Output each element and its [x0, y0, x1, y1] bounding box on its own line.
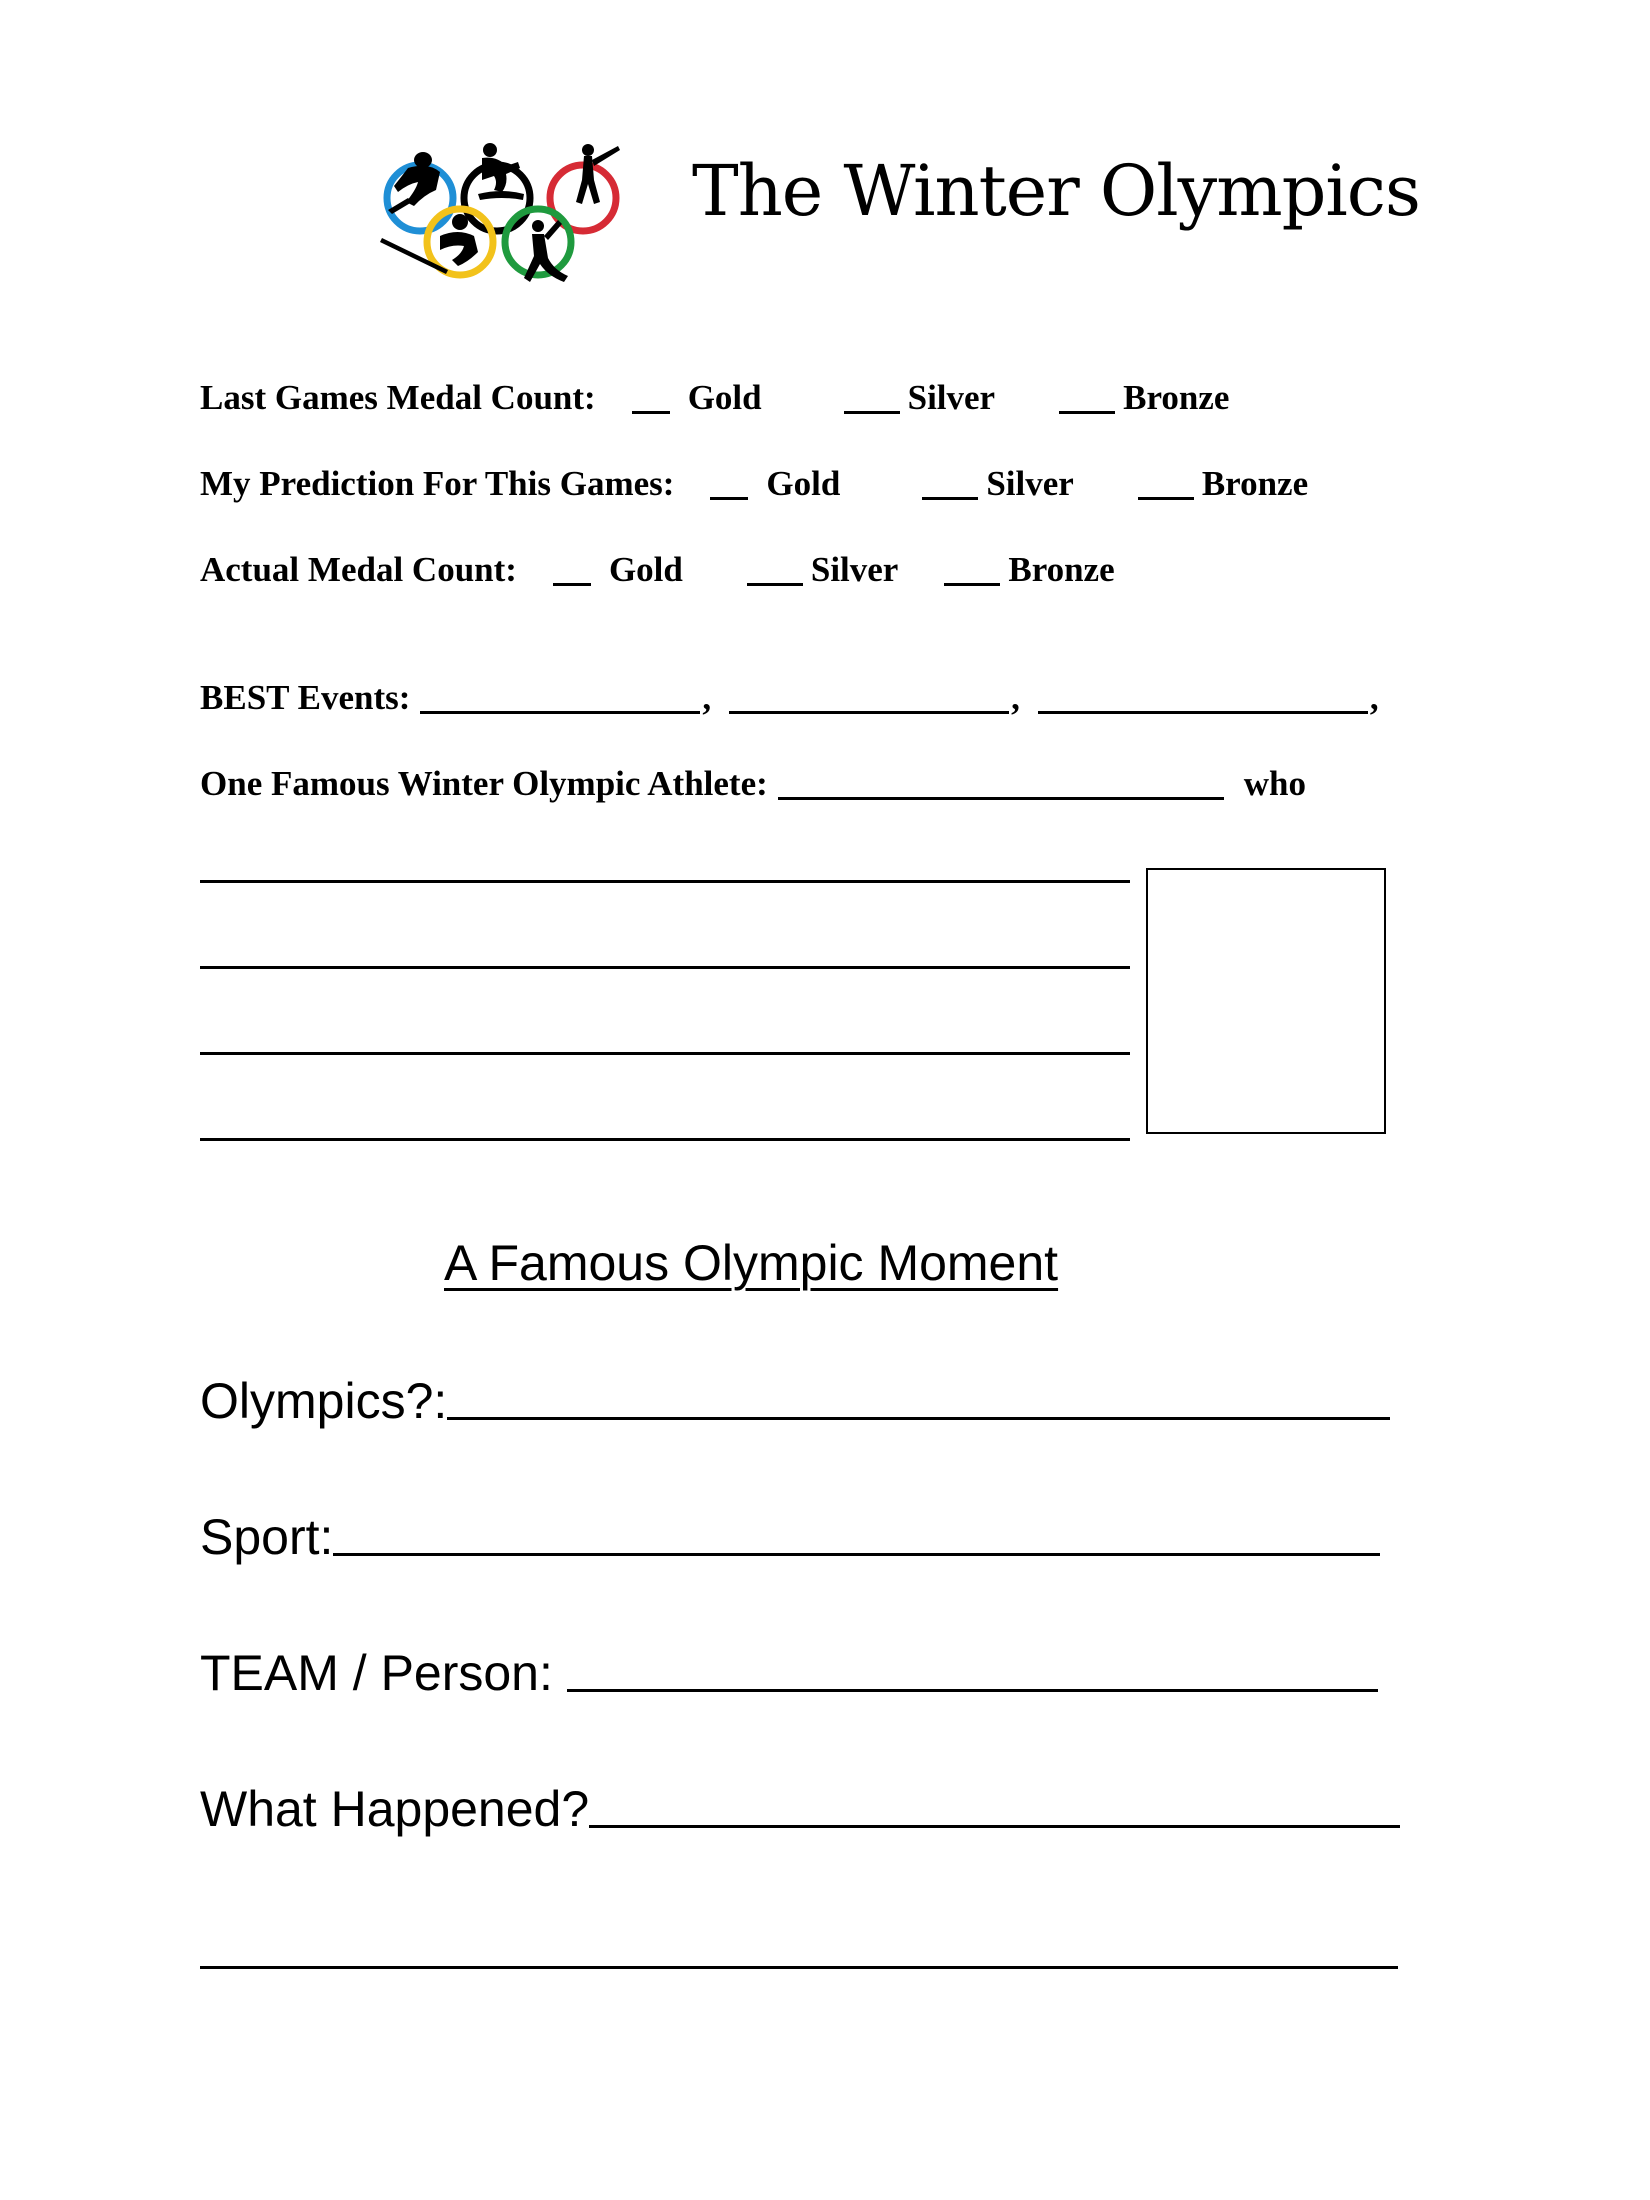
medal-row-prediction — [200, 454, 1308, 504]
silver-blank[interactable] — [844, 411, 900, 414]
sport-field-label: Sport: — [200, 1509, 334, 1565]
best-events-row: BEST Events: , , , — [200, 678, 1379, 717]
athlete-writing-line-3[interactable] — [200, 1052, 1130, 1055]
what-happened-extra-line[interactable] — [200, 1966, 1398, 1969]
sport-field — [200, 1496, 1380, 1566]
gold-label: Gold — [608, 550, 683, 589]
team-person-field — [200, 1632, 1378, 1702]
athlete-writing-line-2[interactable] — [200, 966, 1130, 969]
olympics-field — [200, 1360, 1390, 1430]
team-person-field-label: TEAM / Person: — [200, 1645, 553, 1701]
olympic-rings-logo — [378, 140, 636, 290]
medal-row-last-games — [200, 368, 1229, 418]
silver-label: Silver — [810, 550, 899, 589]
athlete-who-label: who — [1243, 764, 1307, 803]
bronze-label: Bronze — [1201, 464, 1309, 503]
olympics-field-line[interactable] — [447, 1417, 1390, 1420]
olympics-field-label: Olympics?: — [200, 1373, 448, 1429]
best-events-label: BEST Events: — [200, 678, 411, 717]
medal-row-label: Last Games Medal Count: — [200, 378, 596, 417]
silver-label: Silver — [907, 378, 996, 417]
what-happened-field-line[interactable] — [589, 1825, 1400, 1828]
bronze-label: Bronze — [1123, 378, 1230, 417]
medal-row-actual — [200, 540, 1115, 590]
athlete-row — [200, 754, 1306, 804]
silver-blank[interactable] — [747, 583, 803, 586]
silver-label: Silver — [986, 464, 1074, 503]
athlete-writing-line-4[interactable] — [200, 1138, 1130, 1141]
page-title: The Winter Olympics — [692, 150, 1420, 232]
athlete-photo-box[interactable] — [1146, 868, 1386, 1134]
bronze-label: Bronze — [1008, 550, 1115, 589]
silver-blank[interactable] — [922, 497, 978, 500]
moment-section-title: A Famous Olympic Moment — [444, 1235, 1059, 1291]
team-person-field-line[interactable] — [567, 1689, 1378, 1692]
best-event-1-blank[interactable] — [420, 711, 700, 714]
gold-blank[interactable] — [553, 583, 591, 586]
bronze-blank[interactable] — [944, 583, 1000, 586]
athlete-name-blank[interactable] — [778, 797, 1224, 800]
bronze-blank[interactable] — [1138, 497, 1194, 500]
gold-blank[interactable] — [710, 497, 748, 500]
medal-row-label: Actual Medal Count: — [200, 550, 517, 589]
athlete-label: One Famous Winter Olympic Athlete: — [200, 764, 768, 803]
best-event-3-blank[interactable] — [1038, 711, 1368, 714]
best-event-2-blank[interactable] — [729, 711, 1009, 714]
bronze-blank[interactable] — [1059, 411, 1115, 414]
what-happened-field — [200, 1768, 1400, 1838]
gold-label: Gold — [687, 378, 762, 417]
gold-blank[interactable] — [632, 411, 670, 414]
medal-row-label: My Prediction For This Games: — [200, 464, 675, 503]
sport-field-line[interactable] — [333, 1553, 1380, 1556]
gold-label: Gold — [766, 464, 841, 503]
hockey-player-icon — [388, 152, 440, 214]
athlete-writing-line-1[interactable] — [200, 880, 1130, 883]
what-happened-field-label: What Happened? — [200, 1781, 590, 1837]
